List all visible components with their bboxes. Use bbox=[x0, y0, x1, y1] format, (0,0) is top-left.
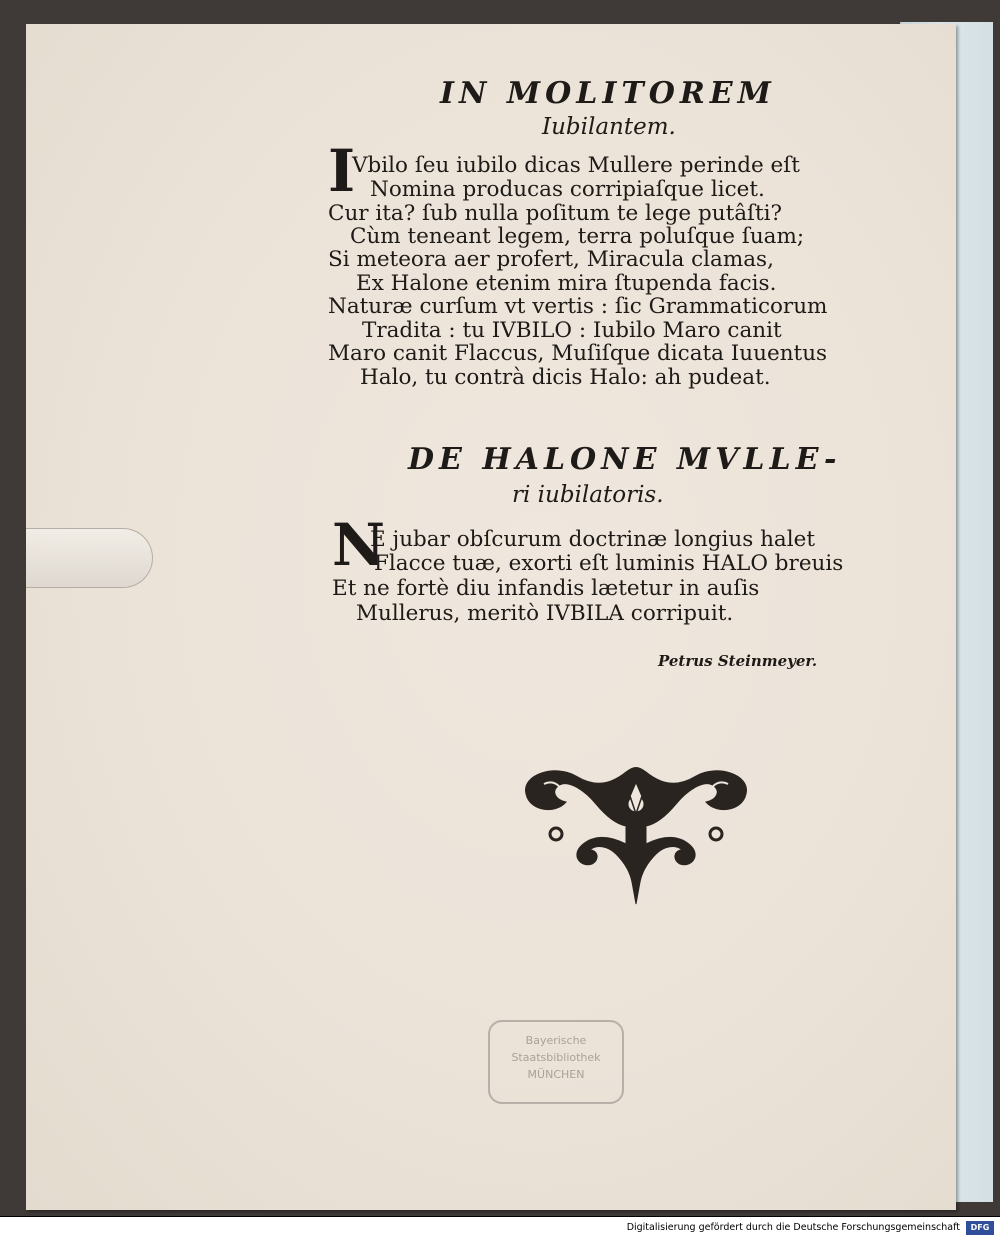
poem1-line: Maro canit Flaccus, Muſiſque dicata Iuuentus bbox=[328, 341, 828, 366]
book-page bbox=[26, 24, 956, 1210]
page-clip bbox=[26, 528, 153, 588]
poem1-initial: I bbox=[328, 137, 356, 205]
fleuron-ornament-icon bbox=[516, 764, 756, 909]
poem1-subtitle: Iubilantem. bbox=[542, 114, 676, 140]
poem1-line: Nomina producas corripiaſque licet. bbox=[370, 177, 765, 202]
poem1-line: Tradita : tu IVBILO : Iubilo Maro canit bbox=[362, 318, 782, 343]
poem2-subtitle: ri iubilatoris. bbox=[512, 482, 664, 508]
poem2-line: E jubar obſcurum doctrinæ longius halet bbox=[370, 527, 815, 552]
stamp-line: MÜNCHEN bbox=[527, 1068, 585, 1081]
poem2-line: Mullerus, meritò IVBILA corripuit. bbox=[356, 601, 734, 626]
poem2-initial: N bbox=[332, 511, 386, 579]
signature: Petrus Steinmeyer. bbox=[658, 652, 818, 670]
poem1-line: Halo, tu contrà dicis Halo: ah pudeat. bbox=[360, 365, 771, 390]
library-stamp bbox=[488, 1020, 624, 1104]
dfg-logo-icon: DFG bbox=[966, 1221, 994, 1235]
poem1-line: Vbilo ſeu iubilo dicas Mullere perinde eſt bbox=[352, 153, 800, 178]
poem2-line: Flacce tuæ, exorti eſt luminis HALO breuis bbox=[374, 551, 844, 576]
poem1-line: Naturæ curſum vt vertis : ſic Grammaticorum bbox=[328, 294, 828, 319]
poem1-line: Ex Halone etenim mira ſtupenda facis. bbox=[356, 271, 777, 296]
poem1-line: Si meteora aer profert, Miracula clamas, bbox=[328, 247, 774, 272]
funding-note: Digitalisierung gefördert durch die Deutsche Forschungsgemeinschaft bbox=[626, 1222, 960, 1233]
stamp-line: Staatsbibliothek bbox=[511, 1051, 601, 1064]
poem1-line: Cùm teneant legem, terra poluſque ſuam; bbox=[350, 224, 805, 249]
poem2-line: Et ne fortè diu infandis lætetur in auſis bbox=[332, 576, 760, 601]
poem1-line: Cur ita? ſub nulla poſitum te lege putâſti? bbox=[328, 201, 783, 226]
footer-bar bbox=[0, 1216, 1000, 1239]
stamp-line: Bayerische bbox=[525, 1034, 587, 1047]
poem1-title: IN MOLITOREM bbox=[440, 76, 776, 111]
poem2-title: DE HALONE MVLLE- bbox=[408, 442, 842, 477]
